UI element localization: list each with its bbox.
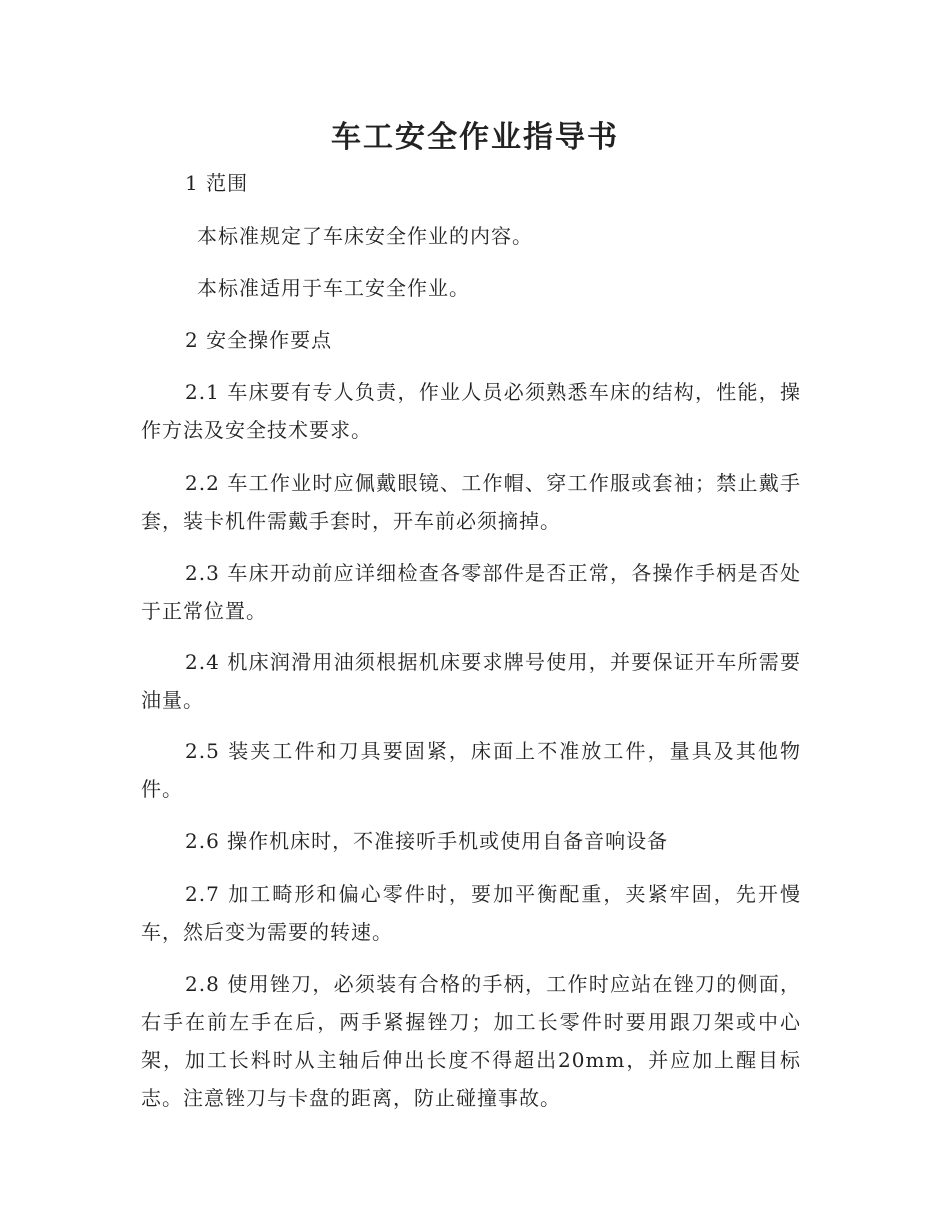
- list-item-2-1: 2.1 车床要有专人负责，作业人员必须熟悉车床的结构，性能，操作方法及安全技术要求。: [141, 380, 801, 442]
- list-item-2-3: 2.3 车床开动前应详细检查各零部件是否正常，各操作手柄是否处于正常位置。: [141, 561, 801, 623]
- list-item-2-6: 2.6 操作机床时，不准接听手机或使用自备音响设备: [185, 829, 669, 853]
- list-item-2-2: 2.2 车工作业时应佩戴眼镜、工作帽、穿工作服或套袖；禁止戴手套，装卡机件需戴手套时，开车前必须摘掉。: [141, 471, 801, 533]
- list-item-2-7: 2.7 加工畸形和偏心零件时，要加平衡配重，夹紧牢固，先开慢车，然后变为需要的转速。: [141, 882, 801, 944]
- list-item-2-5: 2.5 装夹工件和刀具要固紧，床面上不准放工件，量具及其他物件。: [141, 739, 801, 801]
- section-heading-scope: 1 范围: [185, 171, 249, 195]
- document-title: 车工安全作业指导书: [331, 120, 619, 155]
- list-item-2-4: 2.4 机床润滑用油须根据机床要求牌号使用，并要保证开车所需要油量。: [141, 650, 801, 712]
- section-heading-safety: 2 安全操作要点: [185, 328, 333, 352]
- paragraph-scope-1: 本标准规定了车床安全作业的内容。: [197, 224, 533, 248]
- paragraph-scope-2: 本标准适用于车工安全作业。: [197, 276, 470, 300]
- list-item-2-8: 2.8 使用锉刀，必须装有合格的手柄，工作时应站在锉刀的侧面，右手在前左手在后，两手紧握锉刀；加工长零件时要用跟刀架或中心架，加工长料时从主轴后伸出长度不得超出20mm，并应加上醒目标志。注意锉刀与卡盘的距离，防止碰撞事故。: [141, 972, 801, 1110]
